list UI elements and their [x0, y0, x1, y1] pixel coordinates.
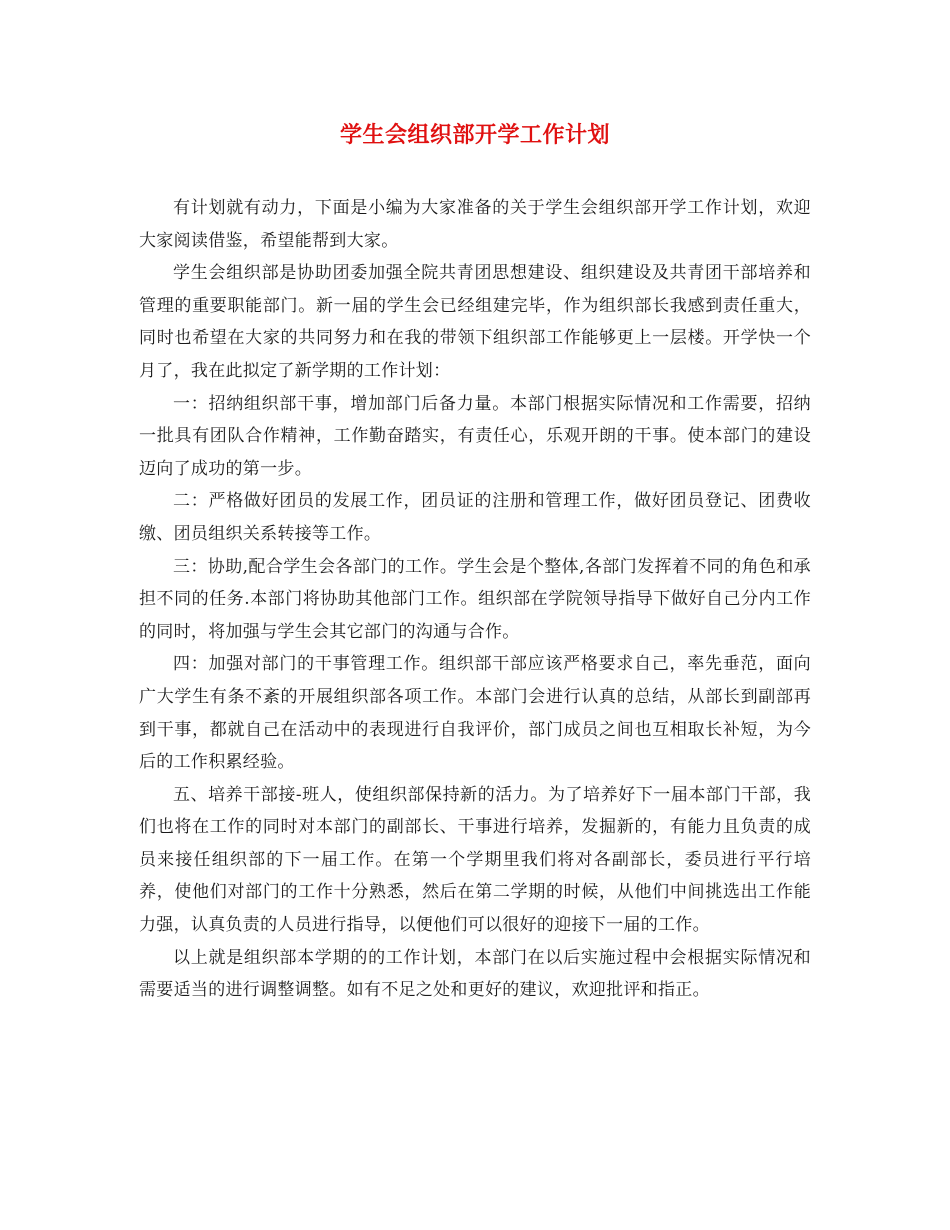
paragraph-intro: 有计划就有动力，下面是小编为大家准备的关于学生会组织部开学工作计划，欢迎大家阅读借鉴，希望能帮到大家。: [139, 198, 811, 251]
document-body: [139, 192, 811, 1007]
paragraph-conclusion: 以上就是组织部本学期的的工作计划，本部门在以后实施过程中会根据实际情况和需要适当的进行调整调整。如有不足之处和更好的建议，欢迎批评和指正。: [139, 947, 811, 1001]
paragraph-background: 学生会组织部是协助团委加强全院共青团思想建设、组织建设及共青团干部培养和管理的重要职能部门。新一届的学生会已经组建完毕，作为组织部长我感到责任重大，同时也希望在大家的共同努力和在我的带领下组织部工作能够更上一层楼。开学快一个月了，我在此拟定了新学期的工作计划：: [139, 263, 811, 381]
document-title: 学生会组织部开学工作计划: [339, 122, 610, 148]
paragraph-item-3: 三：协助,配合学生会各部门的工作。学生会是个整体,各部门发挥着不同的角色和承担不同的任务.本部门将协助其他部门工作。组织部在学院领导指导下做好自己分内工作的同时，将加强与学生会其它部门的沟通与合作。: [139, 556, 811, 642]
paragraph-item-5: 五、培养干部接-班人，使组织部保持新的活力。为了培养好下一届本部门干部，我们也将在工作的同时对本部门的副部长、干事进行培养，发掘新的，有能力且负责的成员来接任组织部的下一届工作。在第一个学期里我们将对各副部长，委员进行平行培养，使他们对部门的工作十分熟悉，然后在第二学期的时候，从他们中间挑选出工作能力强，认真负责的人员进行指导，以便他们可以很好的迎接下一届的工作。: [139, 784, 811, 936]
paragraph-item-1: 一：招纳组织部干事，增加部门后备力量。本部门根据实际情况和工作需要，招纳一批具有团队合作精神，工作勤奋踏实，有责任心，乐观开朗的干事。使本部门的建设迈向了成功的第一步。: [139, 393, 811, 479]
paragraph-item-2: 二：严格做好团员的发展工作，团员证的注册和管理工作，做好团员登记、团费收缴、团员组织关系转接等工作。: [139, 491, 811, 544]
paragraph-item-4: 四：加强对部门的干事管理工作。组织部干部应该严格要求自己，率先垂范，面向广大学生有条不紊的开展组织部各项工作。本部门会进行认真的总结，从部长到副部再到干事，都就自己在活动中的表现进行自我评价，部门成员之间也互相取长补短，为今后的工作积累经验。: [139, 654, 811, 773]
